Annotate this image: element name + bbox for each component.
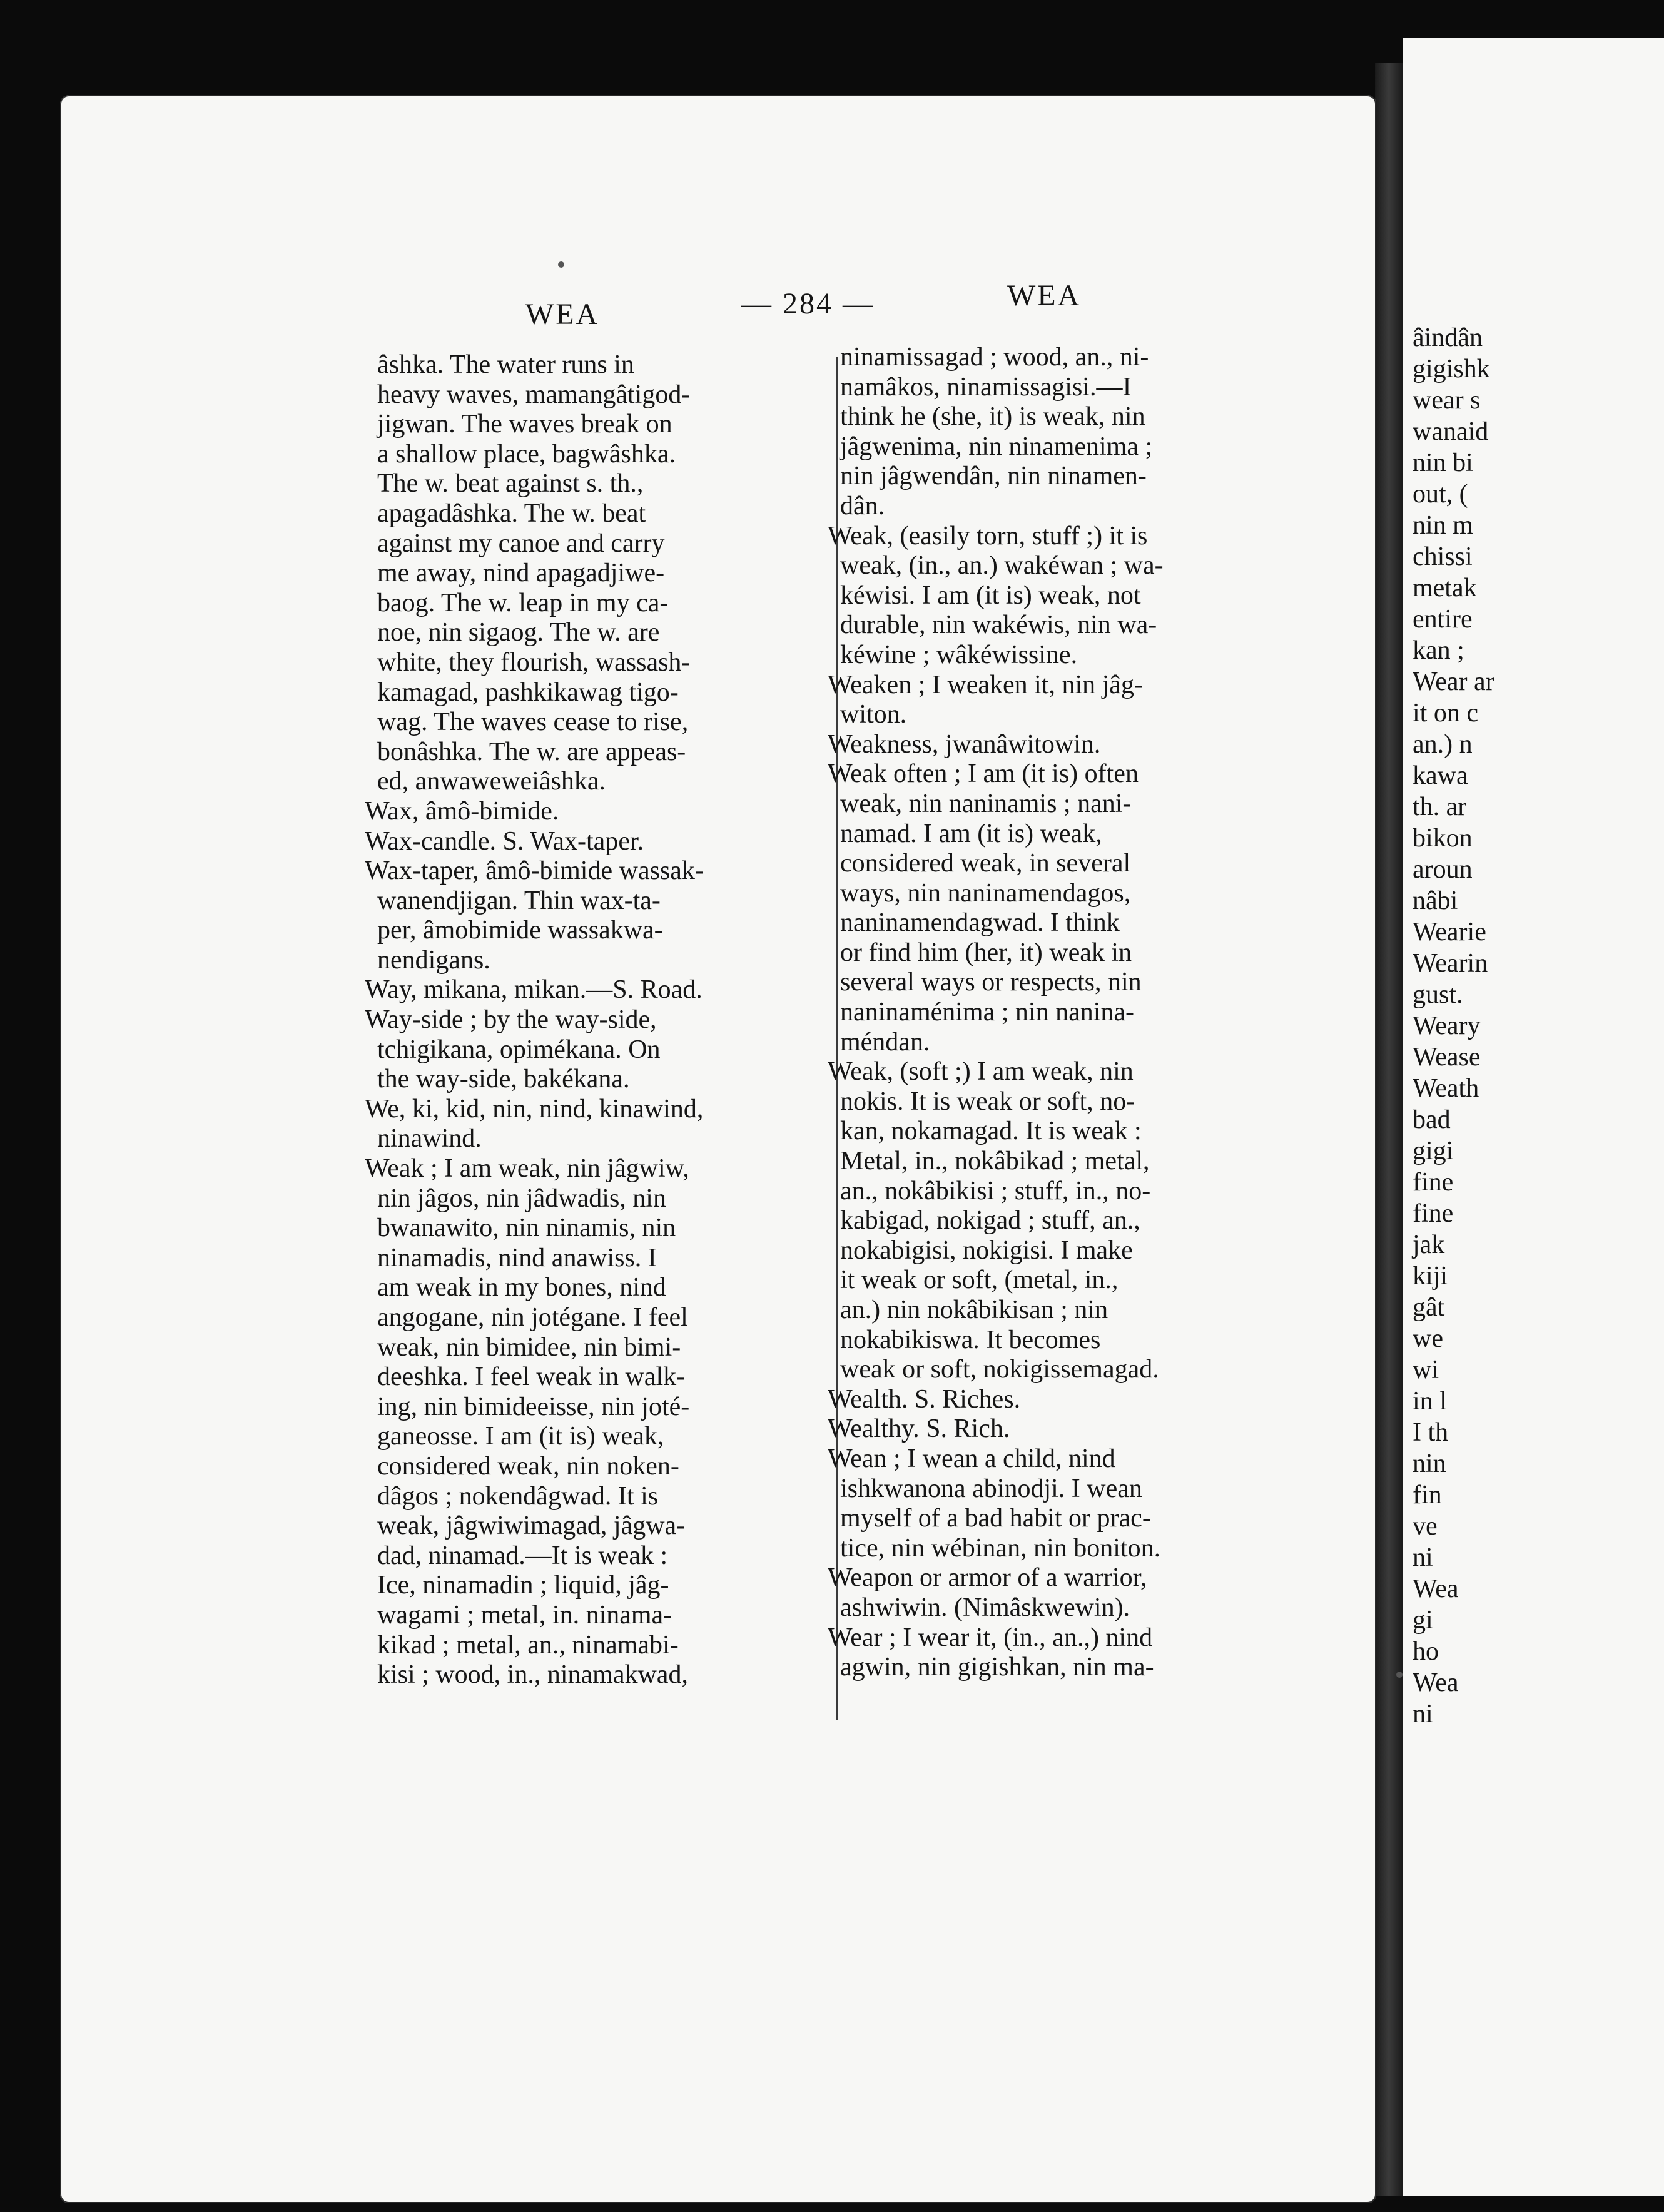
left-column-line: kisi ; wood, in., ninamakwad,	[377, 1660, 688, 1690]
facing-page-line: out, (	[1413, 480, 1468, 509]
right-column-line: nokabigisi, nokigisi. I make	[840, 1235, 1133, 1265]
facing-page-line: kawa	[1413, 761, 1468, 790]
facing-page-line: entire	[1413, 605, 1473, 634]
right-column-line: dân.	[840, 491, 885, 520]
right-column-line: naninaménima ; nin nanina-	[840, 998, 1135, 1027]
facing-page-line: wanaid	[1413, 417, 1489, 446]
left-text-column	[365, 350, 815, 1690]
right-column-line: witon.	[840, 700, 907, 729]
facing-page-line: ho	[1413, 1637, 1439, 1666]
left-column-line: apagadâshka. The w. beat	[377, 499, 646, 528]
right-column-line: Wear ; I wear it, (in., an.,) nind	[828, 1623, 1153, 1652]
right-column-line: myself of a bad habit or prac-	[840, 1504, 1151, 1533]
right-column-line: ishkwanona abinodji. I wean	[840, 1474, 1142, 1503]
facing-page-line: Wea	[1413, 1575, 1459, 1603]
facing-page-line: wi	[1413, 1356, 1439, 1384]
left-column-line: deeshka. I feel weak in walk-	[377, 1362, 686, 1392]
left-column-line: wagami ; metal, in. ninama-	[377, 1600, 672, 1630]
facing-page-line: nin bi	[1413, 449, 1473, 477]
right-column-line: an.) nin nokâbikisan ; nin	[840, 1296, 1108, 1324]
facing-page-line: Wea	[1413, 1668, 1459, 1697]
right-column-line: or find him (her, it) weak in	[840, 938, 1132, 967]
facing-page-line: it on c	[1413, 699, 1478, 728]
left-column-line: kamagad, pashkikawag tigo-	[377, 677, 679, 707]
facing-page-line: Weary	[1413, 1012, 1481, 1040]
facing-page-line: nâbi	[1413, 886, 1458, 915]
right-column-line: méndan.	[840, 1027, 930, 1057]
right-column-line: kéwisi. I am (it is) weak, not	[840, 581, 1141, 610]
right-column-line: tice, nin wébinan, nin boniton.	[840, 1533, 1161, 1563]
right-column-line: weak, nin naninamis ; nani-	[840, 789, 1132, 818]
right-column-line: namad. I am (it is) weak,	[840, 819, 1102, 848]
right-column-line: weak or soft, nokigissemagad.	[840, 1355, 1159, 1384]
facing-page-line: Wearie	[1413, 918, 1486, 946]
right-column-line: Metal, in., nokâbikad ; metal,	[840, 1147, 1150, 1176]
running-head-left: WEA	[525, 298, 600, 331]
left-column-line: per, âmobimide wassakwa-	[377, 916, 663, 945]
facing-page-line: in l	[1413, 1387, 1447, 1416]
left-column-line: Wax, âmô-bimide.	[365, 796, 559, 826]
right-column-line: Weak, (easily torn, stuff ;) it is	[828, 521, 1148, 550]
right-column-line: namâkos, ninamissagisi.—I	[840, 372, 1132, 402]
right-column-line: it weak or soft, (metal, in.,	[840, 1266, 1119, 1295]
right-column-line: Wean ; I wean a child, nind	[828, 1444, 1115, 1473]
facing-page-line: nin m	[1413, 511, 1473, 540]
left-column-line: nin jâgos, nin jâdwadis, nin	[377, 1184, 666, 1213]
speck	[1396, 1672, 1403, 1678]
left-column-line: kikad ; metal, an., ninamabi-	[377, 1630, 679, 1660]
facing-page-line: metak	[1413, 574, 1477, 602]
right-column-line: ninamissagad ; wood, an., ni-	[840, 343, 1149, 372]
right-column-line: Wealthy. S. Rich.	[828, 1414, 1010, 1444]
right-column-line: think he (she, it) is weak, nin	[840, 402, 1145, 432]
right-column-line: Weaken ; I weaken it, nin jâg-	[828, 670, 1143, 699]
speck	[558, 261, 564, 268]
right-column-line: kan, nokamagad. It is weak :	[840, 1117, 1142, 1146]
facing-page-line: gigishk	[1413, 355, 1490, 383]
left-column-line: noe, nin sigaog. The w. are	[377, 618, 660, 647]
left-column-line: ninamadis, nind anawiss. I	[377, 1243, 657, 1272]
facing-page-line: jak	[1413, 1230, 1445, 1259]
facing-page-line: bad	[1413, 1105, 1451, 1134]
left-column-line: tchigikana, opimékana. On	[377, 1035, 661, 1064]
left-column-line: Weak ; I am weak, nin jâgwiw,	[365, 1154, 689, 1184]
left-column-line: jigwan. The waves break on	[377, 410, 672, 439]
facing-page-line: an.) n	[1413, 730, 1473, 759]
left-column-line: ninawind.	[377, 1124, 482, 1154]
facing-page-line: aroun	[1413, 855, 1473, 884]
left-column-line: wag. The waves cease to rise,	[377, 708, 689, 737]
facing-page-line: ni	[1413, 1700, 1433, 1728]
right-column-line: nokis. It is weak or soft, no-	[840, 1087, 1135, 1116]
left-column-line: considered weak, nin noken-	[377, 1451, 679, 1481]
facing-page-line: bikon	[1413, 824, 1473, 853]
left-column-line: am weak in my bones, nind	[377, 1273, 666, 1302]
left-column-line: weak, nin bimidee, nin bimi-	[377, 1332, 681, 1362]
facing-page-line: chissi	[1413, 542, 1473, 571]
left-column-line: weak, jâgwiwimagad, jâgwa-	[377, 1511, 686, 1541]
right-column-line: several ways or respects, nin	[840, 968, 1142, 997]
right-column-line: kéwine ; wâkéwissine.	[840, 640, 1078, 669]
right-column-line: nin jâgwendân, nin ninamen-	[840, 462, 1147, 491]
left-column-line: dâgos ; nokendâgwad. It is	[377, 1481, 659, 1511]
left-column-line: âshka. The water runs in	[377, 350, 634, 379]
facing-page-line: âindân	[1413, 323, 1483, 352]
right-column-line: weak, (in., an.) wakéwan ; wa-	[840, 551, 1164, 581]
left-column-line: Ice, ninamadin ; liquid, jâg-	[377, 1571, 669, 1600]
running-head-right: WEA	[1007, 279, 1082, 312]
facing-page-line: I th	[1413, 1418, 1449, 1447]
left-column-line: dad, ninamad.—It is weak :	[377, 1541, 668, 1570]
facing-page-line: Wear ar	[1413, 667, 1494, 696]
left-column-line: We, ki, kid, nin, nind, kinawind,	[365, 1094, 704, 1124]
left-column-line: bwanawito, nin ninamis, nin	[377, 1214, 676, 1243]
facing-page-line: Wearin	[1413, 949, 1488, 978]
right-column-line: durable, nin wakéwis, nin wa-	[840, 611, 1157, 640]
right-column-line: Weakness, jwanâwitowin.	[828, 729, 1101, 759]
left-column-line: nendigans.	[377, 945, 490, 975]
facing-page-line: ni	[1413, 1543, 1433, 1572]
page-number: — 284 —	[741, 287, 875, 320]
left-column-line: angogane, nin jotégane. I feel	[377, 1303, 688, 1332]
right-column-line: an., nokâbikisi ; stuff, in., no-	[840, 1176, 1151, 1205]
left-column-line: wanendjigan. Thin wax-ta-	[377, 886, 661, 915]
right-column-line: jâgwenima, nin ninamenima ;	[840, 432, 1153, 461]
left-column-line: Wax-taper, âmô-bimide wassak-	[365, 856, 704, 886]
facing-page-line: th. ar	[1413, 793, 1467, 821]
right-column-line: considered weak, in several	[840, 849, 1131, 878]
left-column-line: white, they flourish, wassash-	[377, 647, 691, 677]
right-column-line: ashwiwin. (Nimâskwewin).	[840, 1593, 1130, 1622]
left-column-line: a shallow place, bagwâshka.	[377, 439, 676, 469]
facing-page-line: gi	[1413, 1606, 1433, 1635]
left-column-line: me away, nind apagadjiwe-	[377, 559, 665, 588]
left-column-line: Way, mikana, mikan.—S. Road.	[365, 975, 703, 1005]
facing-page-line: gât	[1413, 1293, 1445, 1322]
facing-page-line: kan ;	[1413, 636, 1464, 665]
book-gutter	[1375, 63, 1403, 2196]
facing-page-line: Wease	[1413, 1043, 1481, 1072]
right-column-line: kabigad, nokigad ; stuff, an.,	[840, 1206, 1140, 1235]
facing-page-line: Weath	[1413, 1074, 1479, 1103]
column-divider	[836, 357, 838, 1720]
left-column-line: baog. The w. leap in my ca-	[377, 588, 669, 617]
facing-page-line: fine	[1413, 1168, 1454, 1197]
left-column-line: ed, anwaweweiâshka.	[377, 767, 606, 796]
right-column-line: Weak often ; I am (it is) often	[828, 759, 1139, 789]
right-column-line: ways, nin naninamendagos,	[840, 878, 1131, 908]
left-column-line: Wax-candle. S. Wax-taper.	[365, 826, 644, 856]
right-text-column	[828, 343, 1328, 1683]
facing-page-line: fin	[1413, 1481, 1442, 1509]
facing-page-line: wear s	[1413, 386, 1481, 415]
facing-page-line: fine	[1413, 1199, 1454, 1228]
right-column-line: Wealth. S. Riches.	[828, 1384, 1021, 1414]
left-column-line: ganeosse. I am (it is) weak,	[377, 1422, 664, 1451]
facing-page-line: ve	[1413, 1512, 1438, 1541]
left-column-line: ing, nin bimideeisse, nin joté-	[377, 1392, 690, 1421]
right-column-line: naninamendagwad. I think	[840, 908, 1120, 938]
facing-page-line: gust.	[1413, 980, 1463, 1009]
facing-page-line: gigi	[1413, 1137, 1454, 1165]
facing-page-text	[1413, 322, 1663, 1730]
facing-page-line: kiji	[1413, 1262, 1448, 1291]
left-column-line: The w. beat against s. th.,	[377, 469, 644, 499]
facing-page-line: nin	[1413, 1449, 1446, 1478]
facing-page-line: we	[1413, 1324, 1443, 1353]
right-column-line: Weapon or armor of a warrior,	[828, 1563, 1147, 1593]
left-column-line: Way-side ; by the way-side,	[365, 1005, 657, 1035]
right-column-line: Weak, (soft ;) I am weak, nin	[828, 1057, 1134, 1087]
right-column-line: nokabikiswa. It becomes	[840, 1325, 1101, 1354]
left-column-line: heavy waves, mamangâtigod-	[377, 380, 691, 409]
left-column-line: the way-side, bakékana.	[377, 1065, 630, 1094]
right-column-line: agwin, nin gigishkan, nin ma-	[840, 1653, 1154, 1682]
left-column-line: against my canoe and carry	[377, 529, 665, 558]
left-column-line: bonâshka. The w. are appeas-	[377, 737, 686, 766]
